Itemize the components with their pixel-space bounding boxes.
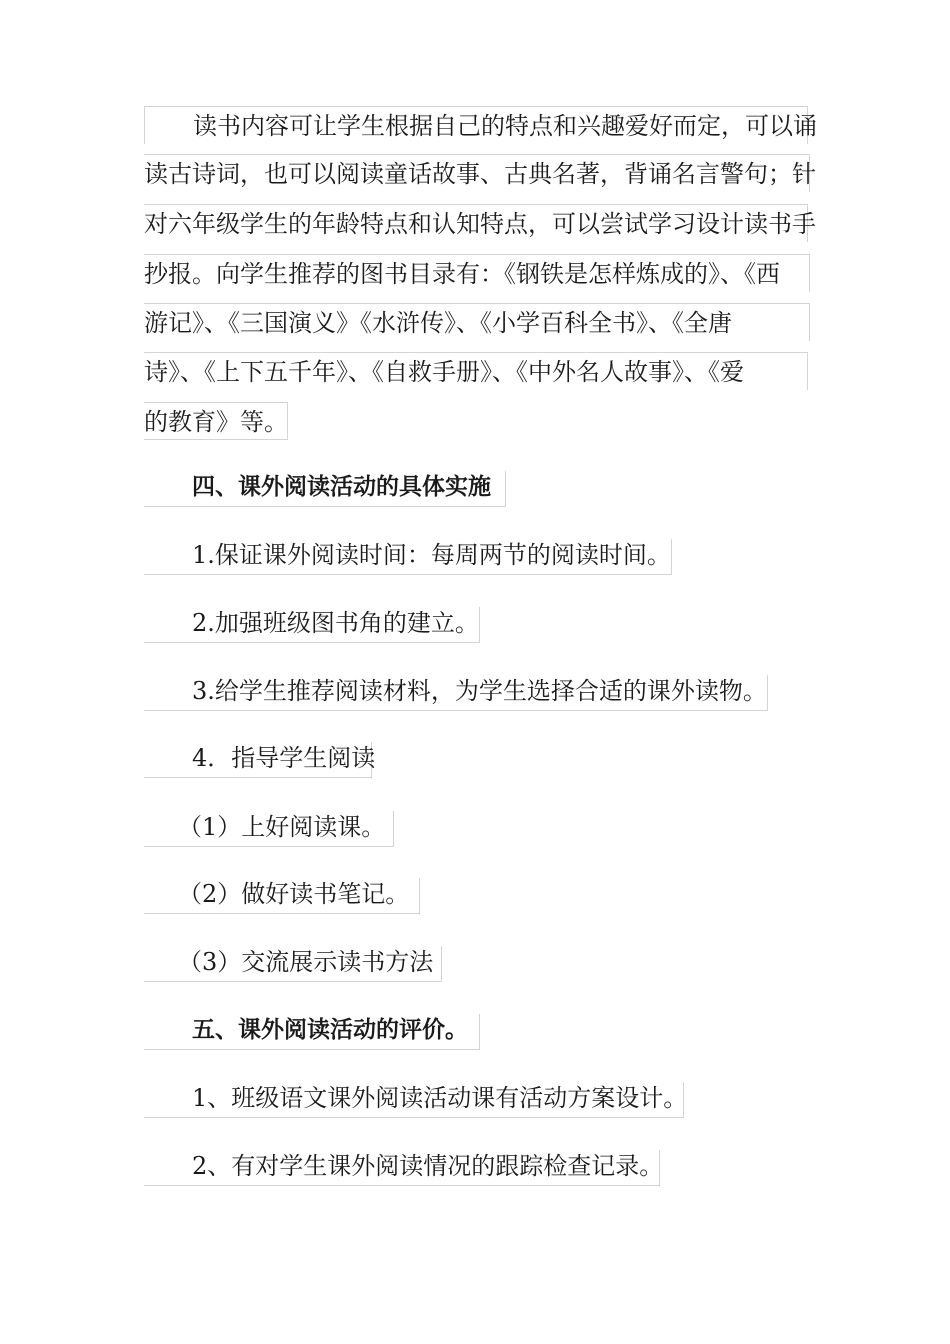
list-item: 1、班级语文课外阅读活动课有活动方案设计。	[144, 1082, 684, 1118]
paragraph-line: 读古诗词，也可以阅读童话故事、古典名著，背诵名言警句；针	[144, 154, 810, 192]
sub-list-item: （3）交流展示读书方法	[144, 946, 442, 982]
list-item: 1.保证课外阅读时间：每周两节的阅读时间。	[144, 539, 672, 575]
sub-list-item: （2）做好读书笔记。	[144, 878, 420, 914]
list-item: 2、有对学生课外阅读情况的跟踪检查记录。	[144, 1150, 660, 1186]
paragraph-line: 抄报。向学生推荐的图书目录有：《钢铁是怎样炼成的》、《西	[144, 254, 810, 292]
paragraph-line: 对六年级学生的年龄特点和认知特点，可以尝试学习设计读书手	[144, 204, 808, 242]
list-item: 2.加强班级图书角的建立。	[144, 607, 480, 643]
list-item: 3.给学生推荐阅读材料，为学生选择合适的课外读物。	[144, 675, 768, 711]
section-heading-implementation: 四、课外阅读活动的具体实施	[144, 471, 506, 507]
sub-list-item: （1）上好阅读课。	[144, 811, 394, 847]
list-item: 4．指导学生阅读	[144, 742, 372, 778]
paragraph-line: 游记》、《三国演义》《水浒传》、《小学百科全书》、《全唐	[144, 303, 810, 341]
section-heading-evaluation: 五、课外阅读活动的评价。	[144, 1014, 480, 1050]
paragraph-line: 诗》、《上下五千年》、《自救手册》、《中外名人故事》、《爱	[144, 352, 808, 390]
paragraph-line: 读书内容可让学生根据自己的特点和兴趣爱好而定，可以诵	[144, 106, 808, 144]
paragraph-line: 的教育》等。	[144, 402, 288, 440]
